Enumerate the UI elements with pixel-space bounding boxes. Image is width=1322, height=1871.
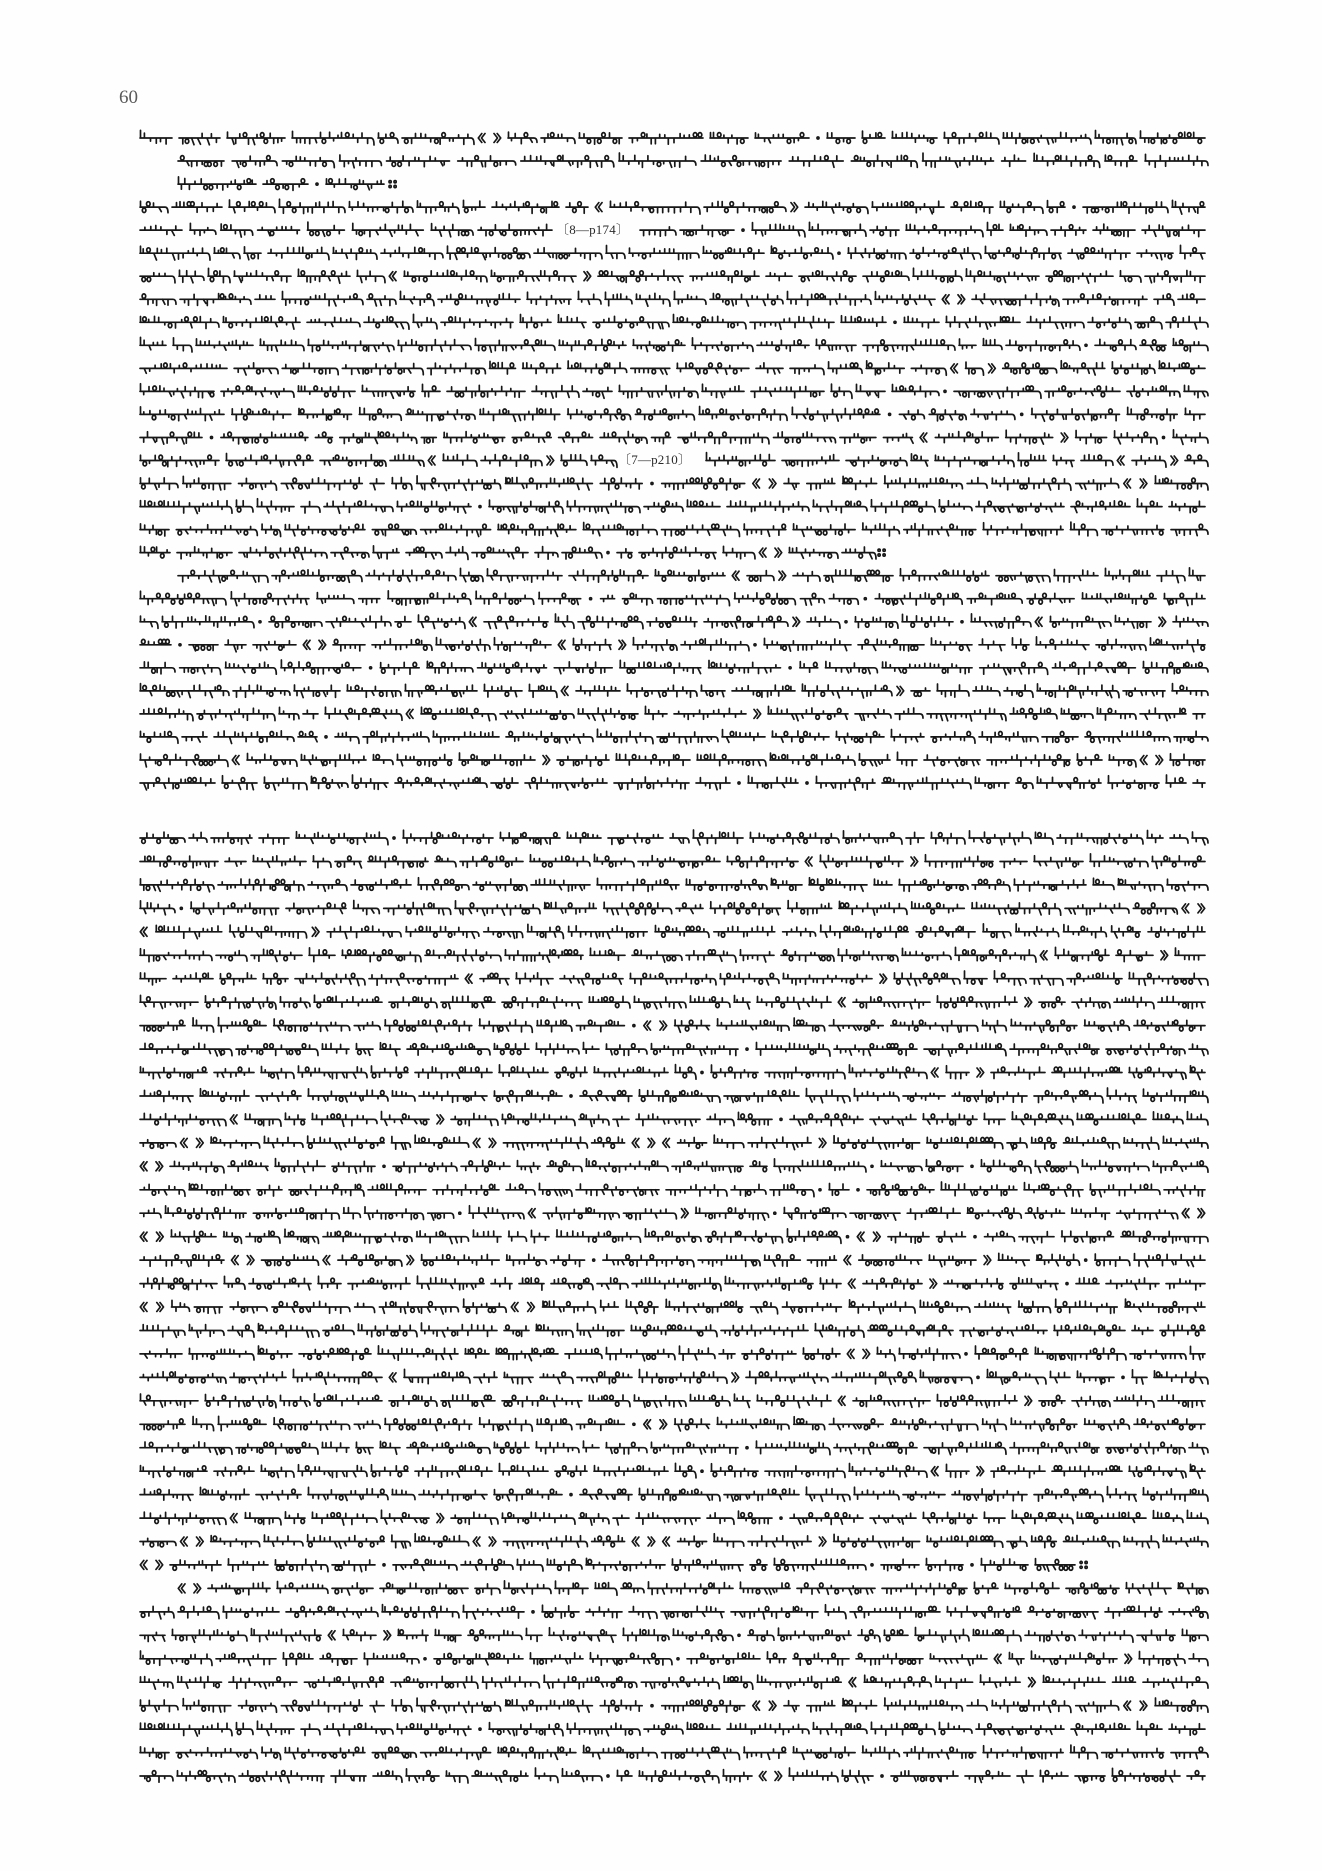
page-number: 60	[119, 87, 138, 108]
text-line	[140, 1394, 1205, 1408]
text-line	[140, 1675, 1208, 1689]
text-line	[140, 130, 1205, 145]
text-line	[140, 1651, 1208, 1666]
text-line	[140, 1346, 1205, 1361]
text-line	[140, 1229, 1208, 1244]
text-line	[140, 1768, 1205, 1783]
text-line	[140, 729, 1208, 744]
text-line	[140, 1182, 1205, 1197]
text-line	[140, 830, 1208, 845]
text-line	[140, 637, 1205, 652]
text-line	[140, 384, 1208, 399]
text-line	[140, 924, 1205, 939]
text-line	[140, 1463, 1205, 1478]
text-line	[140, 1558, 1087, 1571]
text-line	[140, 1487, 1208, 1502]
text-line	[140, 268, 1205, 283]
text-line	[140, 1441, 1208, 1455]
text-line	[140, 1135, 1208, 1150]
text-line	[140, 430, 1208, 445]
text-line	[140, 854, 1205, 869]
text-line	[140, 1159, 1208, 1174]
text-line	[140, 1628, 1208, 1643]
text-line	[140, 660, 1208, 675]
text-line	[140, 1299, 1205, 1314]
text-line	[140, 752, 1205, 767]
text-line	[140, 361, 1205, 376]
text-line	[140, 614, 1208, 629]
text-line	[140, 971, 1208, 986]
text-line	[178, 177, 396, 191]
text-line	[140, 1043, 1208, 1057]
text-block-lower	[140, 830, 1208, 1783]
text-line	[140, 1698, 1208, 1713]
text-line	[140, 775, 1205, 790]
text-line	[140, 1206, 1205, 1220]
text-line	[140, 546, 885, 560]
text-line	[140, 407, 1205, 422]
text-line	[140, 706, 1205, 721]
text-line	[140, 684, 1208, 698]
text-line	[140, 1323, 1205, 1337]
text-line	[140, 1721, 1205, 1736]
text-line	[140, 1112, 1208, 1127]
text-line	[140, 1605, 1208, 1619]
text-line	[140, 1065, 1205, 1080]
text-line	[178, 568, 1205, 583]
text-line	[140, 1018, 1205, 1033]
text-line	[140, 476, 1208, 491]
text-line	[140, 1088, 1208, 1103]
text-line	[140, 522, 1208, 536]
text-line	[140, 245, 1205, 260]
text-line	[140, 1253, 1205, 1267]
text-line	[140, 1534, 1208, 1549]
text-line	[140, 199, 1205, 214]
text-line	[140, 314, 1208, 329]
text-line	[140, 1510, 1208, 1525]
text-line	[140, 1416, 1205, 1431]
text-line	[140, 291, 1205, 306]
text-line	[140, 995, 1205, 1009]
text-line	[140, 337, 1208, 352]
text-line	[140, 1745, 1208, 1759]
text-line	[178, 1581, 1208, 1595]
text-line	[140, 947, 1205, 962]
text-line	[140, 878, 1208, 892]
text-line	[140, 222, 1205, 237]
text-line	[140, 499, 1205, 514]
text-line	[140, 1369, 1208, 1384]
text-line	[140, 1276, 1205, 1291]
text-line	[140, 901, 1205, 916]
text-line	[140, 591, 1205, 606]
text-line	[178, 153, 1208, 168]
citation-reference: 〔8—p174〕	[556, 222, 630, 237]
citation-reference: 〔7—p210〕	[618, 452, 692, 467]
